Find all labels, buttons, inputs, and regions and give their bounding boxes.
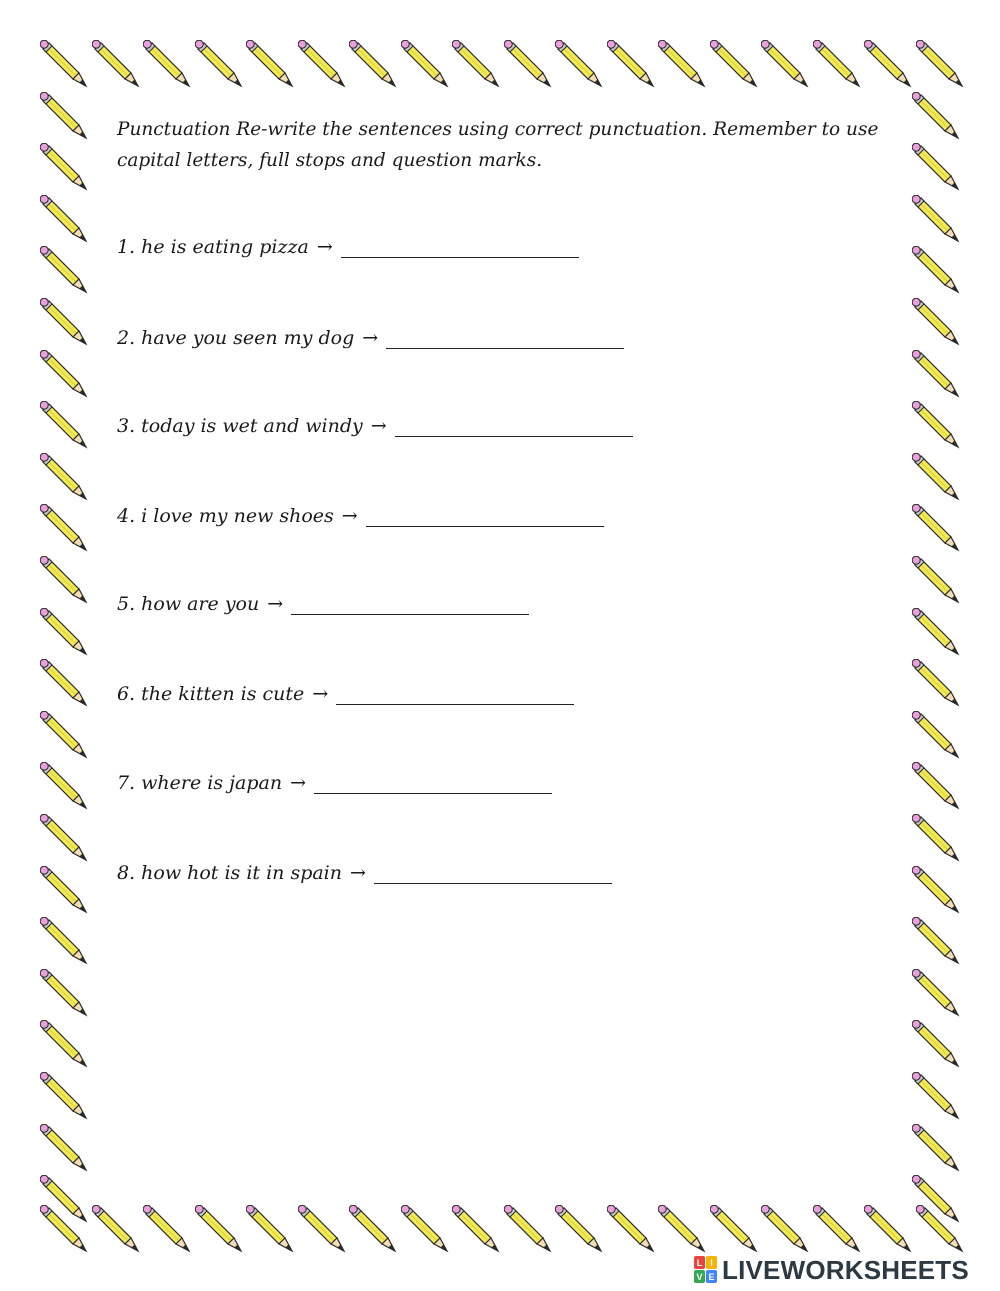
question-5: [117, 593, 529, 623]
pencil-icon: [813, 40, 861, 88]
pencil-icon: [912, 1124, 960, 1172]
pencil-icon: [40, 350, 88, 398]
arrow-icon: →: [316, 236, 333, 258]
pencil-icon: [912, 659, 960, 707]
question-2: [117, 327, 624, 357]
pencil-icon: [555, 1205, 603, 1253]
pencil-icon: [912, 350, 960, 398]
pencil-icon: [349, 1205, 397, 1253]
question-sentence: i love my new shoes: [141, 505, 334, 527]
question-number: 7.: [117, 772, 136, 794]
pencil-icon: [298, 40, 346, 88]
answer-input-3[interactable]: [395, 418, 633, 437]
pencil-icon: [710, 1205, 758, 1253]
pencil-icon: [912, 969, 960, 1017]
arrow-icon: →: [350, 862, 366, 884]
pencil-icon: [912, 504, 960, 552]
question-number: 2.: [117, 327, 136, 349]
pencil-icon: [912, 866, 960, 914]
pencil-icon: [143, 1205, 191, 1253]
question-1: [117, 236, 579, 266]
arrow-icon: →: [290, 772, 306, 794]
pencil-icon: [40, 1072, 88, 1120]
pencil-icon: [912, 298, 960, 346]
question-sentence: today is wet and windy: [141, 415, 363, 437]
pencil-icon: [40, 866, 88, 914]
liveworksheets-logo-icon: [694, 1256, 718, 1284]
pencil-icon: [40, 711, 88, 759]
answer-input-5[interactable]: [291, 596, 529, 615]
svg-text:I: I: [710, 1258, 713, 1268]
pencil-icon: [40, 504, 88, 552]
pencil-icon: [40, 659, 88, 707]
question-number: 8.: [117, 862, 136, 884]
pencil-icon: [912, 814, 960, 862]
answer-input-2[interactable]: [386, 330, 624, 349]
pencil-icon: [912, 917, 960, 965]
pencil-icon: [555, 40, 603, 88]
pencil-icon: [143, 40, 191, 88]
pencil-icon: [912, 453, 960, 501]
answer-input-4[interactable]: [366, 508, 604, 527]
arrow-icon: →: [267, 593, 284, 615]
pencil-icon: [504, 40, 552, 88]
pencil-icon: [504, 1205, 552, 1253]
pencil-icon: [912, 1072, 960, 1120]
pencil-icon: [92, 1205, 140, 1253]
pencil-icon: [40, 1124, 88, 1172]
pencil-icon: [401, 1205, 449, 1253]
pencil-icon: [912, 711, 960, 759]
answer-input-7[interactable]: [314, 775, 552, 794]
pencil-icon: [40, 401, 88, 449]
pencil-icon: [916, 40, 964, 88]
worksheet-instructions: Punctuation Re-write the sentences using correct punctuation. Remember to use capital letters, full stops and question marks.: [117, 119, 879, 171]
pencil-icon: [452, 1205, 500, 1253]
pencil-icon: [658, 40, 706, 88]
pencil-icon: [195, 40, 243, 88]
pencil-icon: [912, 195, 960, 243]
pencil-icon: [40, 556, 88, 604]
pencil-icon: [912, 143, 960, 191]
pencil-icon: [912, 608, 960, 656]
logo-tile: [706, 1270, 717, 1283]
question-number: 5.: [117, 593, 136, 615]
pencil-icon: [912, 1175, 960, 1223]
question-8: [117, 862, 612, 892]
pencil-icon: [40, 969, 88, 1017]
question-6: [117, 683, 574, 713]
svg-text:V: V: [696, 1272, 703, 1282]
arrow-icon: →: [362, 327, 379, 349]
answer-input-1[interactable]: [341, 239, 579, 258]
arrow-icon: →: [312, 683, 329, 705]
pencil-icon: [40, 195, 88, 243]
question-number: 4.: [117, 505, 136, 527]
pencil-icon: [40, 143, 88, 191]
question-sentence: the kitten is cute: [141, 683, 305, 705]
question-sentence: where is japan: [141, 772, 283, 794]
pencil-icon: [864, 1205, 912, 1253]
liveworksheets-logo: [694, 1253, 969, 1287]
pencil-icon: [452, 40, 500, 88]
pencil-icon: [92, 40, 140, 88]
question-number: 3.: [117, 415, 136, 437]
pencil-icon: [912, 1020, 960, 1068]
pencil-icon: [710, 40, 758, 88]
pencil-icon: [864, 40, 912, 88]
pencil-icon: [761, 1205, 809, 1253]
pencil-icon: [761, 40, 809, 88]
arrow-icon: →: [370, 415, 387, 437]
pencil-icon: [40, 92, 88, 140]
pencil-icon: [40, 1175, 88, 1223]
question-sentence: how hot is it in spain: [141, 862, 342, 884]
pencil-icon: [40, 40, 88, 88]
pencil-icon: [658, 1205, 706, 1253]
pencil-icon: [40, 1020, 88, 1068]
logo-tile: [694, 1256, 705, 1269]
question-sentence: have you seen my dog: [141, 327, 355, 349]
question-sentence: how are you: [141, 593, 260, 615]
pencil-icon: [40, 298, 88, 346]
logo-text: LIVEWORKSHEETS: [722, 1254, 969, 1285]
pencil-icon: [813, 1205, 861, 1253]
svg-text:L: L: [696, 1258, 703, 1268]
pencil-icon: [195, 1205, 243, 1253]
answer-input-8[interactable]: [374, 865, 612, 884]
answer-input-6[interactable]: [336, 686, 574, 705]
pencil-icon: [40, 246, 88, 294]
pencil-icon: [40, 608, 88, 656]
pencil-icon: [912, 556, 960, 604]
logo-tile: [706, 1256, 717, 1269]
pencil-icon: [607, 1205, 655, 1253]
pencil-icon: [912, 401, 960, 449]
question-7: [117, 772, 552, 802]
pencil-icon: [246, 1205, 294, 1253]
question-number: 1.: [117, 236, 136, 258]
arrow-icon: →: [341, 505, 358, 527]
question-4: [117, 505, 604, 535]
logo-tile: [694, 1270, 705, 1283]
pencil-icon: [912, 762, 960, 810]
pencil-icon: [349, 40, 397, 88]
pencil-icon: [607, 40, 655, 88]
question-3: [117, 415, 633, 445]
svg-text:E: E: [708, 1272, 715, 1282]
pencil-icon: [40, 453, 88, 501]
pencil-icon: [40, 814, 88, 862]
pencil-icon: [40, 917, 88, 965]
pencil-icon: [912, 246, 960, 294]
pencil-icon: [912, 92, 960, 140]
pencil-icon: [40, 762, 88, 810]
pencil-icon: [298, 1205, 346, 1253]
question-sentence: he is eating pizza: [141, 236, 309, 258]
pencil-icon: [246, 40, 294, 88]
question-number: 6.: [117, 683, 136, 705]
pencil-icon: [401, 40, 449, 88]
